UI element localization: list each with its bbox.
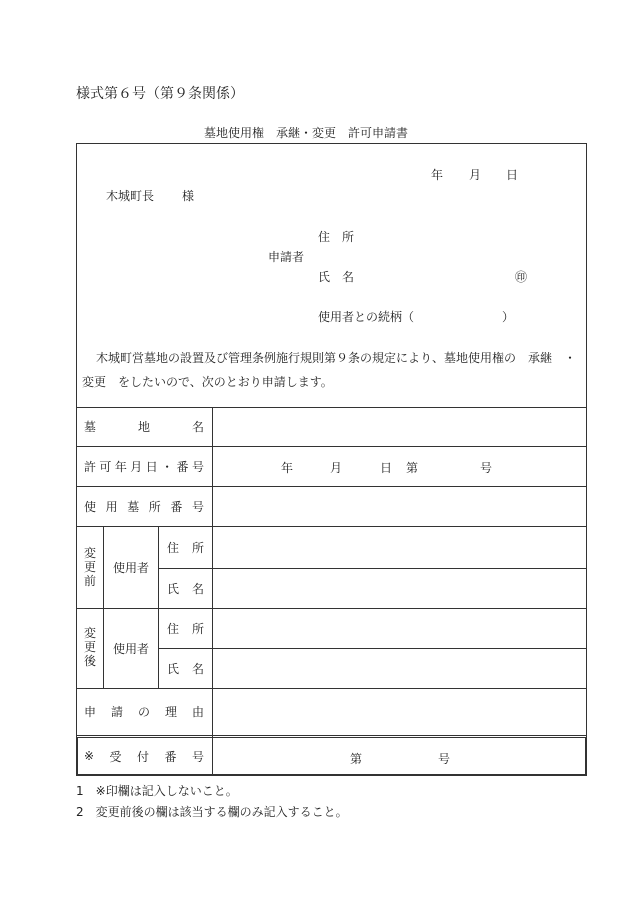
after-name-label: 氏 名 <box>167 661 204 676</box>
after-name-field[interactable] <box>213 648 587 688</box>
before-address-label: 住 所 <box>167 540 204 555</box>
applicant-address-label: 住 所 <box>318 230 355 244</box>
relation-label: 使用者との続柄（ <box>318 310 415 324</box>
reason-label: 申 請 の 理 由 <box>84 705 204 719</box>
honorific: 様 <box>182 189 195 203</box>
plot-number-field[interactable] <box>213 486 587 526</box>
receipt-no-suffix: 号 <box>438 752 451 766</box>
relation-close: ） <box>502 310 515 324</box>
permit-month: 月 <box>330 461 343 475</box>
row-divider <box>76 735 587 736</box>
receipt-number-label: ※ 受 付 番 号 <box>84 749 204 764</box>
before-change-label: 変更前 <box>83 546 96 588</box>
form-number: 様式第６号（第９条関係） <box>76 86 244 102</box>
before-name-label: 氏 名 <box>167 581 204 596</box>
before-name-field[interactable] <box>213 568 587 608</box>
after-user-label: 使用者 <box>112 641 149 656</box>
after-address-field[interactable] <box>213 608 587 648</box>
addressee: 木城町長 <box>106 189 155 203</box>
column-divider <box>158 526 159 688</box>
note-1: 1 ※印欄は記入しないこと。 <box>76 784 238 798</box>
page-title: 墓地使用権 承継・変更 許可申請書 <box>204 126 409 140</box>
receipt-no-prefix: 第 <box>350 752 363 766</box>
permit-day: 日 <box>380 461 393 475</box>
note-2: 2 変更前後の欄は該当する欄のみ記入すること。 <box>76 805 348 819</box>
permit-no-suffix: 号 <box>480 461 493 475</box>
applicant-label: 申請者 <box>268 250 305 264</box>
seal-mark: ㊞ <box>515 270 528 284</box>
plot-number-label: 使 用 墓 所 番 号 <box>84 499 204 514</box>
after-change-label: 変更後 <box>83 626 96 668</box>
applicant-name-label: 氏 名 <box>318 270 355 284</box>
reason-field[interactable] <box>213 688 587 735</box>
date-year-label: 年 <box>431 168 444 182</box>
date-day-label: 日 <box>506 168 519 182</box>
date-month-label: 月 <box>469 168 482 182</box>
permit-year: 年 <box>281 461 294 475</box>
before-user-label: 使用者 <box>112 560 149 575</box>
application-statement: 木城町営墓地の設置及び管理条例施行規則第９条の規定により、墓地使用権の 承継 ・変更 をしたいので、次のとおり申請します。 <box>82 351 577 389</box>
permit-no-prefix: 第 <box>406 461 419 475</box>
cemetery-name-label: 墓 地 名 <box>84 420 204 434</box>
before-address-field[interactable] <box>213 526 587 568</box>
after-address-label: 住 所 <box>167 621 204 636</box>
permit-date-label: 許 可 年 月 日 ・ 番 号 <box>84 459 204 474</box>
cemetery-name-field[interactable] <box>213 407 587 446</box>
